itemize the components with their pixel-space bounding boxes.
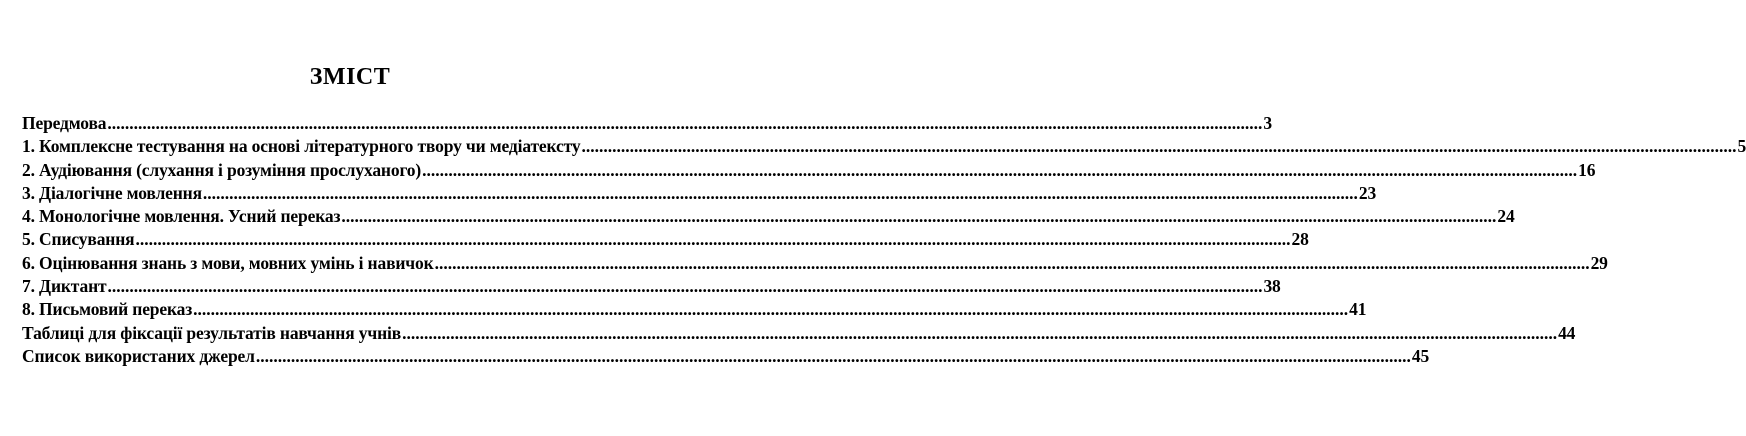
toc-leader-dots xyxy=(402,322,1557,345)
toc-entry-label: Передмова xyxy=(22,113,107,133)
toc-entry-page: 45 xyxy=(1411,345,1430,366)
toc-entry-label: 4. Монологічне мовлення. Усний переказ xyxy=(22,206,341,227)
toc-entry-page: 3 xyxy=(1263,113,1272,133)
toc-entry xyxy=(22,228,1309,251)
toc-entry-label: 1. Комплексне тестування на основі літературного твору чи медіатексту xyxy=(22,136,581,157)
page-title: ЗМІСТ xyxy=(309,64,391,90)
toc-entry-label: 7. Диктант xyxy=(22,276,107,297)
toc-entry-page: 23 xyxy=(1358,182,1377,203)
toc-entry xyxy=(22,275,1281,298)
toc-leader-dots xyxy=(341,205,1496,228)
toc-entry xyxy=(22,252,1608,275)
toc-leader-dots xyxy=(135,228,1290,251)
toc-entry-page: 28 xyxy=(1291,229,1309,250)
toc-entry xyxy=(22,345,1430,368)
toc-leader-dots xyxy=(203,182,1358,205)
toc-entry xyxy=(22,205,1515,228)
toc-entry-page: 41 xyxy=(1349,299,1367,320)
toc-leader-dots xyxy=(422,159,1577,182)
toc-entry-page: 5 xyxy=(1737,136,1746,157)
toc-entry-page: 24 xyxy=(1497,206,1515,227)
toc-entry-label: 6. Оцінювання знань з мови, мовних умінь і навичок xyxy=(22,252,434,273)
toc-leader-dots xyxy=(107,112,1262,135)
toc-entry xyxy=(22,182,1377,205)
toc-entry xyxy=(22,112,1272,135)
toc-leader-dots xyxy=(107,275,1262,298)
toc-entry-label: 2. Аудіювання (слухання і розуміння прослуханого) xyxy=(22,159,422,180)
toc-entry-page: 38 xyxy=(1263,276,1281,297)
toc-entry-label: Список використаних джерел xyxy=(22,345,255,366)
toc-entry xyxy=(22,322,1576,345)
toc-entry-label: 3. Діалогічне мовлення xyxy=(22,182,202,203)
toc-entry xyxy=(22,135,1746,158)
toc-entry xyxy=(22,159,1596,182)
toc-entry-label: 5. Списування xyxy=(22,229,135,250)
toc-leader-dots xyxy=(581,135,1736,158)
toc-entry-label: 8. Письмовий переказ xyxy=(22,299,193,320)
toc-entry xyxy=(22,298,1367,321)
toc-entry-page: 16 xyxy=(1578,159,1596,180)
toc-leader-dots xyxy=(256,345,1411,368)
table-of-contents xyxy=(22,112,1746,368)
toc-entry-page: 44 xyxy=(1558,322,1576,343)
toc-entry-label: Таблиці для фіксації результатів навчання учнів xyxy=(22,322,402,343)
toc-leader-dots xyxy=(435,252,1590,275)
toc-entry-page: 29 xyxy=(1590,252,1608,273)
toc-leader-dots xyxy=(193,298,1348,321)
